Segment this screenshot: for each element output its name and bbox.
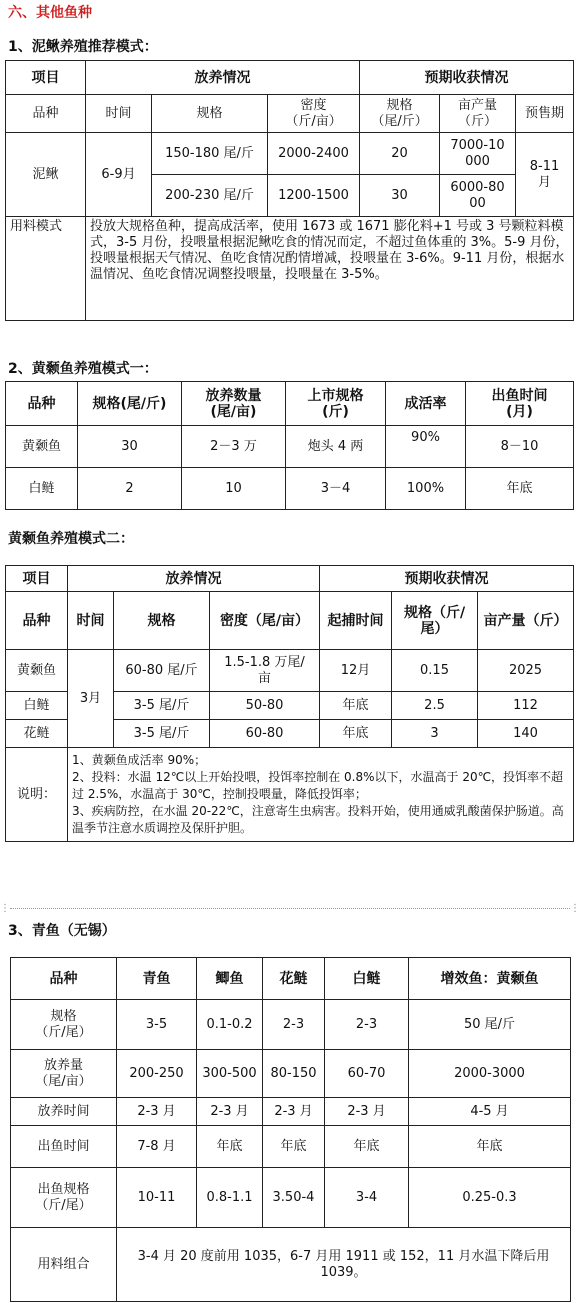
cell-size: 0.15 xyxy=(392,650,478,692)
col-header: 上市规格 (斤) xyxy=(286,382,386,426)
cell-spec: 3-5 尾/斤 xyxy=(114,692,210,720)
cell: 3.50-4 xyxy=(263,1168,325,1228)
col-header: 花鲢 xyxy=(263,958,325,1000)
cell-yield: 6000-80 00 xyxy=(440,175,516,217)
cell: 2-3 月 xyxy=(197,1098,263,1126)
feed-label: 用料组合 xyxy=(11,1228,117,1302)
col-header: 亩产量 （斤） xyxy=(440,95,516,133)
row-label: 放养时间 xyxy=(11,1098,117,1126)
col-header: 品种 xyxy=(11,958,117,1000)
feed-text: 投放大规格鱼种，提高成活率，使用 1673 或 1671 膨化料+1 号或 3 号颗粒料模式，3-5 月份，投喂量根据泥鳅吃食的情况而定，不超过鱼体重的 3%。5-9 月份，投喂量根据天气情况、鱼吃食情况酌情增减，投喂量在 3-6%。9-11 月份，根据水温情况、鱼吃食情况调整投喂量，投喂量在 3-5%。 xyxy=(86,217,574,321)
cell-yield: 2025 xyxy=(478,650,574,692)
row-label: 规格 （斤/尾） xyxy=(11,1000,117,1050)
cell: 90% xyxy=(386,426,466,468)
cell: 2-3 月 xyxy=(263,1098,325,1126)
header-item: 项目 xyxy=(6,61,86,95)
cell-catch: 年底 xyxy=(320,692,392,720)
cell: 2-3 月 xyxy=(117,1098,197,1126)
cell-density: 1.5-1.8 万尾/ 亩 xyxy=(210,650,320,692)
cell: 年底 xyxy=(263,1126,325,1168)
cell-density: 1200-1500 xyxy=(268,175,360,217)
cell: 黄颡鱼 xyxy=(6,426,78,468)
cell: 200-250 xyxy=(117,1050,197,1098)
cell-time: 3月 xyxy=(68,650,114,748)
cell: 炮头 4 两 xyxy=(286,426,386,468)
note-label: 说明： xyxy=(6,748,68,842)
col-header: 规格 xyxy=(152,95,268,133)
cell: 4-5 月 xyxy=(409,1098,571,1126)
header-item: 项目 xyxy=(6,566,68,592)
cell: 2000-3000 xyxy=(409,1050,571,1098)
cell-yield: 140 xyxy=(478,720,574,748)
cell: 100% xyxy=(386,468,466,510)
cell-yield: 112 xyxy=(478,692,574,720)
col-header: 时间 xyxy=(68,592,114,650)
cell-density: 60-80 xyxy=(210,720,320,748)
cell-size: 20 xyxy=(360,133,440,175)
col-header: 密度 （斤/亩） xyxy=(268,95,360,133)
header-harvest: 预期收获情况 xyxy=(360,61,574,95)
col-header: 密度（尾/亩） xyxy=(210,592,320,650)
cell-sale: 8-11 月 xyxy=(516,133,574,217)
cell: 年底 xyxy=(466,468,574,510)
col-header: 亩产量（斤） xyxy=(478,592,574,650)
page-divider: ⋮ ⋮ xyxy=(0,903,580,914)
cell: 0.1-0.2 xyxy=(197,1000,263,1050)
table4-heading: 3、青鱼（无锡） xyxy=(8,923,116,939)
cell: 10 xyxy=(182,468,286,510)
col-header: 鲫鱼 xyxy=(197,958,263,1000)
table-black-carp xyxy=(10,957,571,1302)
cell: 白鲢 xyxy=(6,468,78,510)
cell: 2－3 万 xyxy=(182,426,286,468)
cell: 8－10 xyxy=(466,426,574,468)
cell-density: 50-80 xyxy=(210,692,320,720)
col-header: 规格（斤/ 尾） xyxy=(392,592,478,650)
col-header: 规格 xyxy=(114,592,210,650)
cell: 2-3 xyxy=(263,1000,325,1050)
cell: 60-70 xyxy=(325,1050,409,1098)
cell-spec: 60-80 尾/斤 xyxy=(114,650,210,692)
cell-size: 2.5 xyxy=(392,692,478,720)
col-header: 成活率 xyxy=(386,382,466,426)
cell: 80-150 xyxy=(263,1050,325,1098)
cell-yield: 7000-10 000 xyxy=(440,133,516,175)
cell-species: 黄颡鱼 xyxy=(6,650,68,692)
col-header: 出鱼时间 (月) xyxy=(466,382,574,426)
cell: 年底 xyxy=(197,1126,263,1168)
cell: 300-500 xyxy=(197,1050,263,1098)
cell-density: 2000-2400 xyxy=(268,133,360,175)
row-label: 放养量 （尾/亩） xyxy=(11,1050,117,1098)
table1-heading: 1、泥鳅养殖推荐模式： xyxy=(8,39,158,55)
cell: 10-11 xyxy=(117,1168,197,1228)
col-header: 规格 （尾/斤） xyxy=(360,95,440,133)
col-header: 白鲢 xyxy=(325,958,409,1000)
feed-label: 用料模式 xyxy=(6,217,86,321)
cell-spec: 150-180 尾/斤 xyxy=(152,133,268,175)
row-label: 出鱼规格 （斤/尾） xyxy=(11,1168,117,1228)
feed-text: 3-4 月 20 度前用 1035，6-7 月用 1911 或 152，11 月水温下降后用 1039。 xyxy=(117,1228,571,1302)
col-header: 品种 xyxy=(6,592,68,650)
note-text: 1、黄颡鱼成活率 90%； 2、投料：水温 12℃以上开始投喂，投饵率控制在 0.8%以下，水温高于 20℃，投饵率不超过 2.5%，水温高于 30℃，控制投喂量，降低投饵率； 3、疾病防控，在水温 20-22℃，注意寄生虫病害。投料开始，使用通威乳酸菌保护肠道。高温季节注意水质调控及保肝护胆。 xyxy=(68,748,574,842)
table-yellow-catfish-1 xyxy=(5,381,574,510)
cell: 3-4 xyxy=(325,1168,409,1228)
cell-catch: 12月 xyxy=(320,650,392,692)
cell-spec: 3-5 尾/斤 xyxy=(114,720,210,748)
col-header: 时间 xyxy=(86,95,152,133)
col-header: 增效鱼：黄颡鱼 xyxy=(409,958,571,1000)
header-harvest: 预期收获情况 xyxy=(320,566,574,592)
col-header: 预售期 xyxy=(516,95,574,133)
cell: 50 尾/斤 xyxy=(409,1000,571,1050)
col-header: 青鱼 xyxy=(117,958,197,1000)
cell: 2-3 xyxy=(325,1000,409,1050)
cell-time: 6-9月 xyxy=(86,133,152,217)
cell: 7-8 月 xyxy=(117,1126,197,1168)
table-yellow-catfish-2 xyxy=(5,565,574,842)
cell-species: 花鲢 xyxy=(6,720,68,748)
cell: 2 xyxy=(78,468,182,510)
cell-species: 泥鳅 xyxy=(6,133,86,217)
col-header: 起捕时间 xyxy=(320,592,392,650)
table-loach xyxy=(5,60,574,321)
section-title: 六、其他鱼种 xyxy=(8,5,92,21)
col-header: 品种 xyxy=(6,95,86,133)
table2-heading: 2、黄颡鱼养殖模式一： xyxy=(8,361,158,377)
col-header: 规格(尾/斤) xyxy=(78,382,182,426)
header-stock: 放养情况 xyxy=(86,61,360,95)
cell-spec: 200-230 尾/斤 xyxy=(152,175,268,217)
cell: 年底 xyxy=(325,1126,409,1168)
col-header: 品种 xyxy=(6,382,78,426)
cell: 2-3 月 xyxy=(325,1098,409,1126)
cell-size: 30 xyxy=(360,175,440,217)
cell-species: 白鲢 xyxy=(6,692,68,720)
cell: 3-5 xyxy=(117,1000,197,1050)
cell: 年底 xyxy=(409,1126,571,1168)
cell: 0.25-0.3 xyxy=(409,1168,571,1228)
table3-heading: 黄颡鱼养殖模式二： xyxy=(8,531,134,547)
cell: 0.8-1.1 xyxy=(197,1168,263,1228)
col-header: 放养数量 (尾/亩) xyxy=(182,382,286,426)
cell: 3－4 xyxy=(286,468,386,510)
cell-size: 3 xyxy=(392,720,478,748)
row-label: 出鱼时间 xyxy=(11,1126,117,1168)
header-stock: 放养情况 xyxy=(68,566,320,592)
cell-catch: 年底 xyxy=(320,720,392,748)
cell: 30 xyxy=(78,426,182,468)
